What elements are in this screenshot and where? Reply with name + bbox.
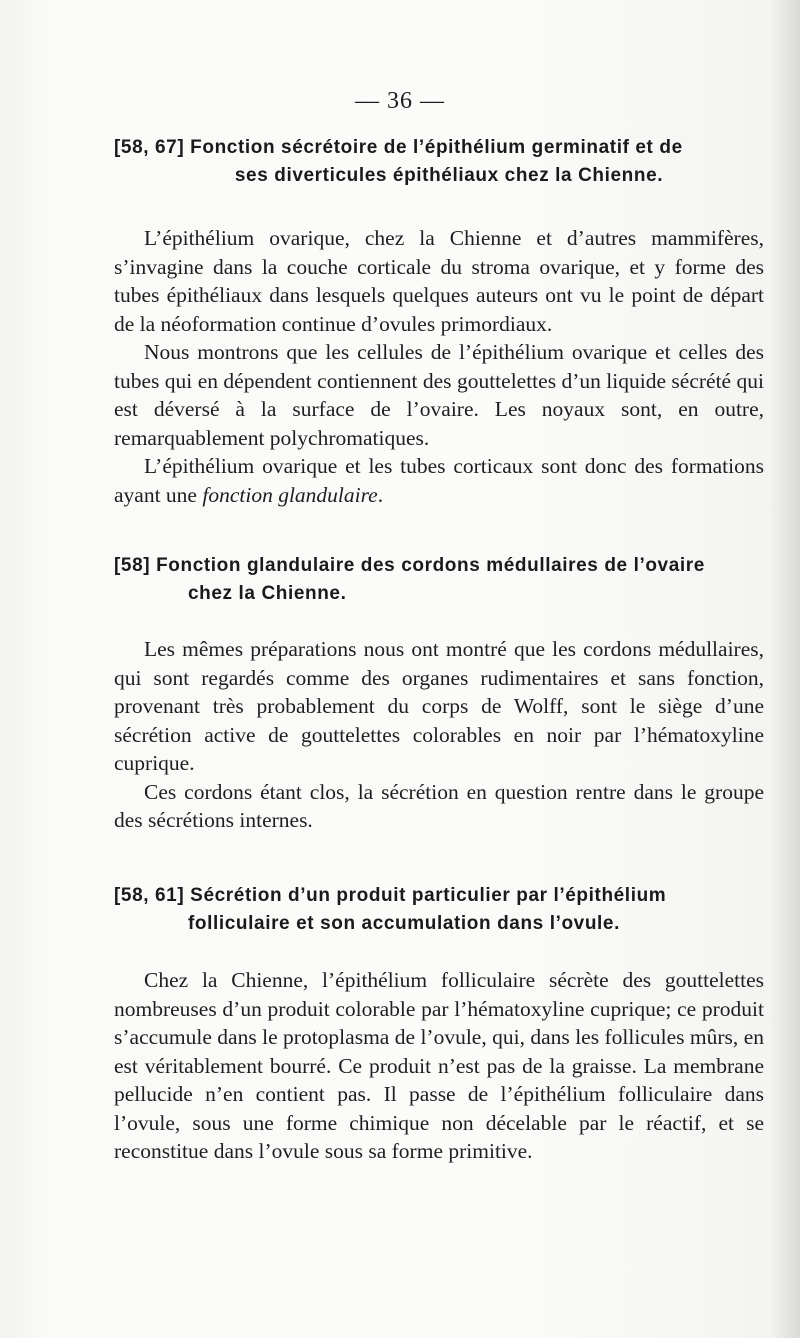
section-body-epithelium-folliculaire (114, 966, 764, 1166)
heading-title: Sécrétion d’un produit particulier par l’épithélium (190, 885, 667, 906)
section-heading-epithelium-folliculaire (114, 882, 764, 938)
paragraph-text: . (377, 482, 384, 507)
paragraph: L’épithélium ovarique, chez la Chienne et d’autres mammifères, s’invagine dans la couche corticale du stroma ovarique, et y forme des tubes épithéliaux dans lesquels quelques auteurs ont vu le point de départ de la néoformation continue d’ovules primordiaux. (114, 226, 764, 336)
section-body-cordons-medullaires (114, 635, 764, 835)
heading-title: Fonction glandulaire des cordons médullaires de l’ovaire (156, 555, 705, 576)
paragraph-text: L’épithélium ovarique et les tubes corticaux sont donc des formations ayant une (114, 454, 764, 507)
page-number: — 36 — (355, 88, 445, 114)
paragraph: Les mêmes préparations nous ont montré que les cordons médullaires, qui sont regardés comme des organes rudimentaires et sans fonction, provenant très probablement du corps de Wolff, sont le siège d’une sécrétion active de gouttelettes colorables en noir par l’hématoxyline cuprique. (114, 637, 764, 775)
paragraph: Chez la Chienne, l’épithélium folliculaire sécrète des gouttelettes nombreuses d’un produit colorable par l’hématoxyline cuprique; ce produit s’accumule dans le protoplasma de l’ovule, qui, dans les follicules mûrs, en est véritablement bourré. Ce produit n’est pas de la graisse. La membrane pellucide n’en contient pas. Il passe de l’épithélium folliculaire dans l’ovule, sous une forme chimique non décelable par le réactif, et se reconstitue dans l’ovule sous sa forme primitive. (114, 968, 764, 1163)
heading-title-line2: folliculaire et son accumulation dans l’ovule. (188, 913, 620, 934)
section-heading-cordons-medullaires (114, 552, 764, 608)
reference-bracket: [58, 61] (114, 885, 185, 906)
italic-term: fonction glandulaire (202, 482, 378, 507)
paragraph: Nous montrons que les cellules de l’épithélium ovarique et celles des tubes qui en dépendent contiennent des gouttelettes d’un liquide sécrété qui est déversé à la surface de l’ovaire. Les noyaux sont, en outre, remarquablement polychromatiques. (114, 340, 764, 450)
section-heading-epithelium-germinatif (114, 134, 764, 190)
reference-bracket: [58] (114, 555, 151, 576)
paragraph (114, 452, 764, 509)
section-body-epithelium-germinatif (114, 224, 764, 509)
heading-title: Fonction sécrétoire de l’épithélium germinatif et de (190, 137, 683, 158)
heading-title-line2: ses diverticules épithéliaux chez la Chienne. (234, 165, 664, 186)
heading-title-line2: chez la Chienne. (188, 583, 347, 604)
reference-bracket: [58, 67] (114, 137, 185, 158)
paragraph: Ces cordons étant clos, la sécrétion en question rentre dans le groupe des sécrétions internes. (114, 779, 764, 832)
